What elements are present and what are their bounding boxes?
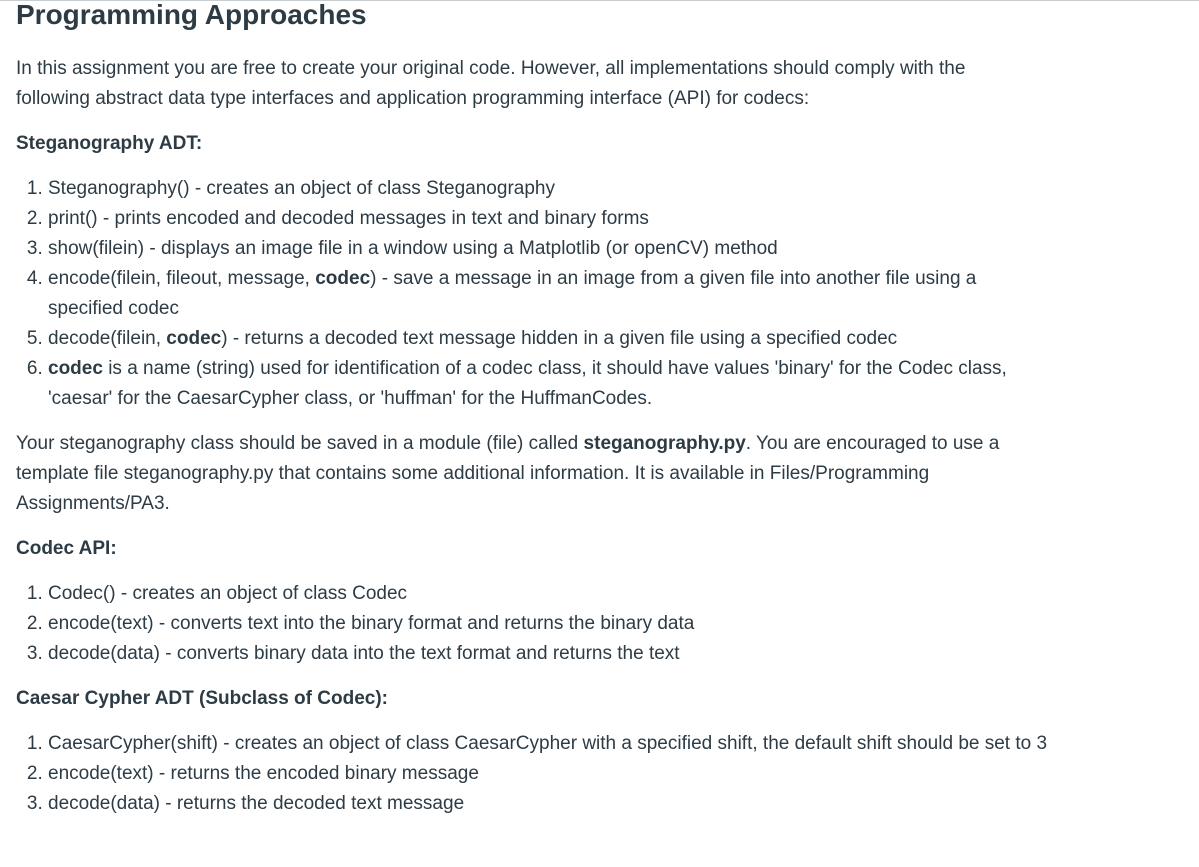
list-item xyxy=(48,609,1186,639)
list-item xyxy=(48,234,1068,264)
list-item-text: show(filein) - displays an image file in a window using a Matplotlib (or openCV) method xyxy=(48,238,778,259)
list-item xyxy=(48,324,1068,354)
caesar-cypher-list xyxy=(16,729,1078,819)
list-item-text: encode(text) - returns the encoded binary message xyxy=(48,763,479,784)
steganography-adt-list xyxy=(16,174,1068,414)
list-item xyxy=(48,204,1068,234)
codec-keyword: codec xyxy=(315,268,371,289)
list-item-text: print() - prints encoded and decoded messages in text and binary forms xyxy=(48,208,649,229)
list-item xyxy=(48,759,1078,789)
list-item xyxy=(48,789,1078,819)
list-item xyxy=(48,264,1008,324)
list-item xyxy=(48,639,1186,669)
assignment-content xyxy=(16,0,1186,819)
module-filename: steganography.py xyxy=(583,433,746,454)
module-paragraph xyxy=(16,429,1016,519)
list-item-text: encode(text) - converts text into the binary format and returns the binary data xyxy=(48,613,695,634)
list-item-text: ) - save a message in an image from a given file into another file using a specified codec xyxy=(48,268,977,319)
codec-keyword: codec xyxy=(48,358,103,379)
list-item-text: decode(filein, xyxy=(48,328,167,349)
list-item xyxy=(48,174,1068,204)
list-item-text: ) - returns a decoded text message hidden in a given file using a specified codec xyxy=(221,328,898,349)
steganography-adt-heading: Steganography ADT: xyxy=(16,133,203,154)
caesar-cypher-heading: Caesar Cypher ADT (Subclass of Codec): xyxy=(16,688,388,709)
list-item-text: decode(data) - converts binary data into the text format and returns the text xyxy=(48,643,680,664)
codec-keyword: codec xyxy=(166,328,222,349)
module-text: Your steganography class should be saved in a module (file) called xyxy=(16,433,584,454)
intro-paragraph: In this assignment you are free to create your original code. However, all implementations should comply with the following abstract data type interfaces and application programming interface (API) for codecs: xyxy=(16,58,966,109)
list-item-text: is a name (string) used for identification of a codec class, it should have values 'binary' for the Codec class, 'caesar' for the CaesarCypher class, or 'huffman' for the HuffmanCodes. xyxy=(48,358,1007,409)
page-title: Programming Approaches xyxy=(16,0,367,30)
list-item-text: decode(data) - returns the decoded text message xyxy=(48,793,465,814)
module-text: . You are encouraged to use a template file steganography.py that contains some additional information. It is available in Files/Programming Assignments/PA3. xyxy=(16,433,1000,514)
list-item-text: CaesarCypher(shift) - creates an object of class CaesarCypher with a specified shift, the default shift should be set to 3 xyxy=(48,733,1048,754)
list-item xyxy=(48,579,1186,609)
list-item xyxy=(48,729,1078,759)
list-item-text: encode(filein, fileout, message, xyxy=(48,268,316,289)
list-item-text: Steganography() - creates an object of class Steganography xyxy=(48,178,555,199)
codec-api-heading: Codec API: xyxy=(16,538,117,559)
list-item xyxy=(48,354,1068,414)
list-item-text: Codec() - creates an object of class Codec xyxy=(48,583,408,604)
codec-api-list xyxy=(16,579,1186,669)
